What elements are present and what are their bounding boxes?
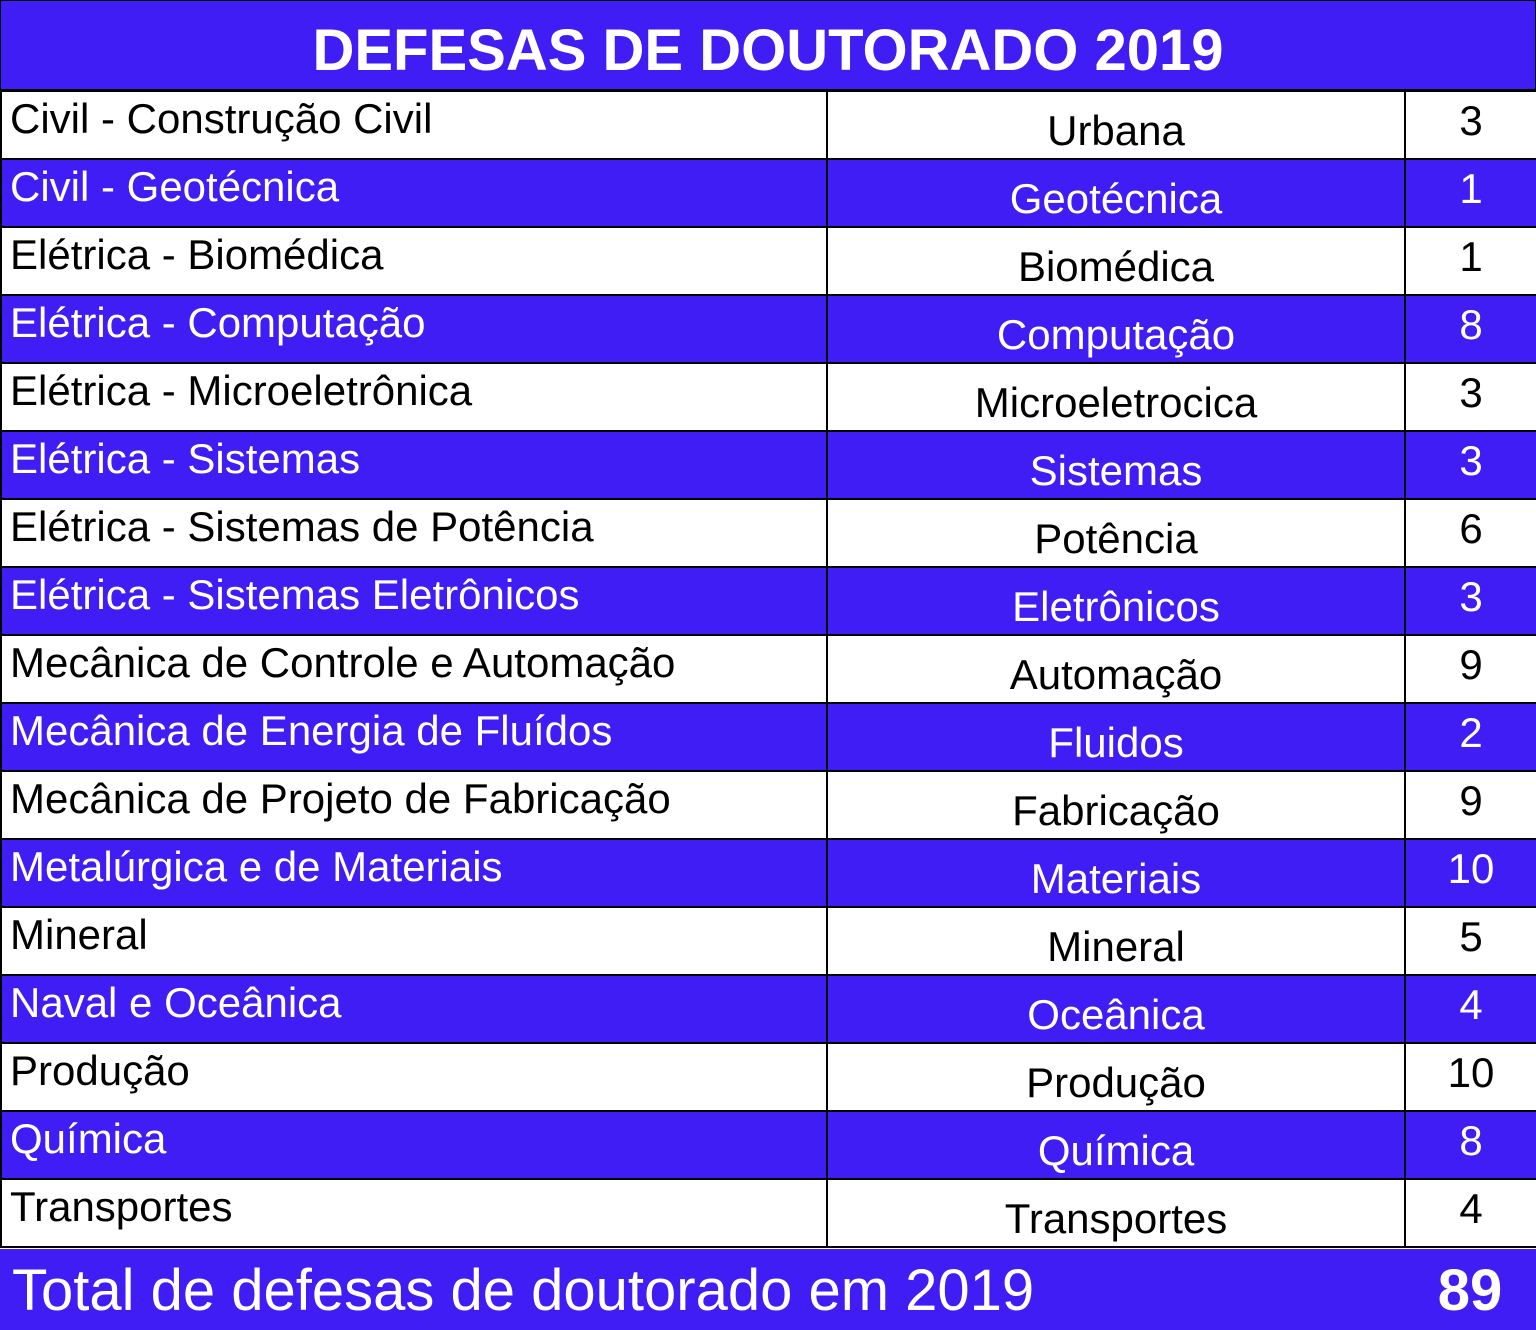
programa-cell [1, 159, 827, 227]
programa-cell [1, 227, 827, 295]
area-cell-text: Fluidos [1048, 719, 1184, 766]
defesas-count-cell-text: 1 [1459, 165, 1483, 212]
programa-cell-text: Transportes [10, 1183, 233, 1230]
programa-cell-text: Elétrica - Microeletrônica [10, 367, 473, 414]
defesas-count-cell-text: 3 [1459, 369, 1483, 416]
area-cell [827, 1111, 1405, 1179]
programa-cell [1, 1179, 827, 1247]
defesas-count-cell-text: 2 [1459, 709, 1483, 756]
area-cell-text: Urbana [1047, 107, 1185, 154]
table-row [1, 363, 1536, 431]
defesas-table [0, 90, 1536, 1248]
table-row [1, 499, 1536, 567]
programa-cell [1, 363, 827, 431]
programa-cell [1, 975, 827, 1043]
defesas-count-cell-text: 1 [1459, 233, 1483, 280]
area-cell [827, 567, 1405, 635]
programa-cell-text: Mecânica de Controle e Automação [10, 639, 676, 686]
programa-cell-text: Elétrica - Sistemas [10, 435, 361, 482]
area-cell-text: Automação [1009, 651, 1223, 698]
programa-cell [1, 771, 827, 839]
defesas-count-cell [1405, 1043, 1536, 1111]
area-cell-text: Computação [996, 311, 1236, 358]
table-row [1, 907, 1536, 975]
area-cell [827, 227, 1405, 295]
defesas-count-cell [1405, 771, 1536, 839]
area-cell-text: Geotécnica [1009, 175, 1223, 222]
programa-cell [1, 839, 827, 907]
area-cell [827, 295, 1405, 363]
programa-cell-text: Elétrica - Sistemas de Potência [10, 503, 594, 550]
defesas-count-cell [1405, 567, 1536, 635]
table-row [1, 91, 1536, 159]
area-cell [827, 1043, 1405, 1111]
programa-cell-text: Naval e Oceânica [10, 979, 342, 1026]
defesas-count-cell-text: 3 [1459, 573, 1483, 620]
table-row [1, 431, 1536, 499]
defesas-table-body [1, 91, 1536, 1247]
defesas-count-cell [1405, 499, 1536, 567]
table-row [1, 159, 1536, 227]
table-row [1, 839, 1536, 907]
programa-cell-text: Elétrica - Computação [10, 299, 426, 346]
programa-cell-text: Mecânica de Projeto de Fabricação [10, 775, 671, 822]
programa-cell [1, 295, 827, 363]
defesas-count-cell-text: 4 [1459, 1185, 1483, 1232]
table-row [1, 771, 1536, 839]
programa-cell [1, 91, 827, 159]
defesas-count-cell [1405, 227, 1536, 295]
table-row [1, 703, 1536, 771]
area-cell [827, 771, 1405, 839]
defesas-count-cell-text: 3 [1459, 97, 1483, 144]
programa-cell-text: Civil - Construção Civil [10, 95, 433, 142]
table-row [1, 975, 1536, 1043]
area-cell [827, 431, 1405, 499]
programa-cell [1, 499, 827, 567]
defesas-count-cell [1405, 431, 1536, 499]
area-cell-text: Eletrônicos [1012, 583, 1220, 630]
programa-cell-text: Produção [10, 1047, 190, 1094]
defesas-count-cell-text: 5 [1459, 913, 1483, 960]
area-cell-text: Microeletrocica [974, 379, 1258, 426]
table-row [1, 1111, 1536, 1179]
area-cell-text: Produção [1026, 1059, 1206, 1106]
defesas-count-cell [1405, 91, 1536, 159]
defesas-count-cell [1405, 363, 1536, 431]
programa-cell [1, 907, 827, 975]
total-label: Total de defesas de doutorado em 2019 [12, 1258, 1035, 1323]
table-row [1, 1179, 1536, 1247]
programa-cell [1, 431, 827, 499]
area-cell [827, 363, 1405, 431]
area-cell [827, 839, 1405, 907]
area-cell [827, 1179, 1405, 1247]
defesas-count-cell [1405, 839, 1536, 907]
area-cell [827, 159, 1405, 227]
area-cell-text: Transportes [1004, 1195, 1228, 1242]
programa-cell-text: Elétrica - Sistemas Eletrônicos [10, 571, 580, 618]
programa-cell-text: Mecânica de Energia de Fluídos [10, 707, 613, 754]
table-row [1, 635, 1536, 703]
programa-cell [1, 1111, 827, 1179]
defesas-count-cell [1405, 635, 1536, 703]
defesas-count-cell-text: 10 [1447, 1049, 1495, 1096]
area-cell [827, 907, 1405, 975]
total-value: 89 [1437, 1258, 1503, 1323]
programa-cell-text: Química [10, 1115, 167, 1162]
defesas-count-cell [1405, 703, 1536, 771]
area-cell-text: Sistemas [1029, 447, 1203, 494]
programa-cell-text: Mineral [10, 911, 148, 958]
programa-cell [1, 567, 827, 635]
area-cell-text: Química [1037, 1127, 1195, 1174]
area-cell [827, 703, 1405, 771]
defesas-count-cell-text: 6 [1459, 505, 1483, 552]
area-cell [827, 91, 1405, 159]
programa-cell [1, 635, 827, 703]
total-bar [0, 1249, 1536, 1330]
area-cell-text: Fabricação [1012, 787, 1220, 834]
area-cell-text: Mineral [1047, 923, 1185, 970]
area-cell [827, 635, 1405, 703]
defesas-count-cell-text: 8 [1459, 301, 1483, 348]
table-row [1, 567, 1536, 635]
defesas-count-cell-text: 3 [1459, 437, 1483, 484]
area-cell-text: Biomédica [1017, 243, 1215, 290]
table-row [1, 295, 1536, 363]
defesas-count-cell-text: 9 [1459, 777, 1483, 824]
defesas-count-cell [1405, 1111, 1536, 1179]
table-row [1, 1043, 1536, 1111]
programa-cell [1, 1043, 827, 1111]
programa-cell [1, 703, 827, 771]
programa-cell-text: Metalúrgica e de Materiais [10, 843, 503, 890]
defesas-count-cell-text: 4 [1459, 981, 1483, 1028]
area-cell-text: Potência [1034, 515, 1198, 562]
area-cell-text: Materiais [1030, 855, 1202, 902]
table-title: DEFESAS DE DOUTORADO 2019 [312, 18, 1224, 83]
defesas-count-cell [1405, 907, 1536, 975]
defesas-count-cell [1405, 975, 1536, 1043]
table-title-bar [0, 0, 1536, 90]
area-cell-text: Oceânica [1027, 991, 1205, 1038]
area-cell [827, 975, 1405, 1043]
defesas-count-cell-text: 10 [1447, 845, 1495, 892]
programa-cell-text: Elétrica - Biomédica [10, 231, 384, 278]
defesas-count-cell [1405, 159, 1536, 227]
defesas-count-cell [1405, 1179, 1536, 1247]
area-cell [827, 499, 1405, 567]
defesas-count-cell-text: 8 [1459, 1117, 1483, 1164]
defesas-count-cell-text: 9 [1459, 641, 1483, 688]
table-row [1, 227, 1536, 295]
defesas-count-cell [1405, 295, 1536, 363]
programa-cell-text: Civil - Geotécnica [10, 163, 340, 210]
